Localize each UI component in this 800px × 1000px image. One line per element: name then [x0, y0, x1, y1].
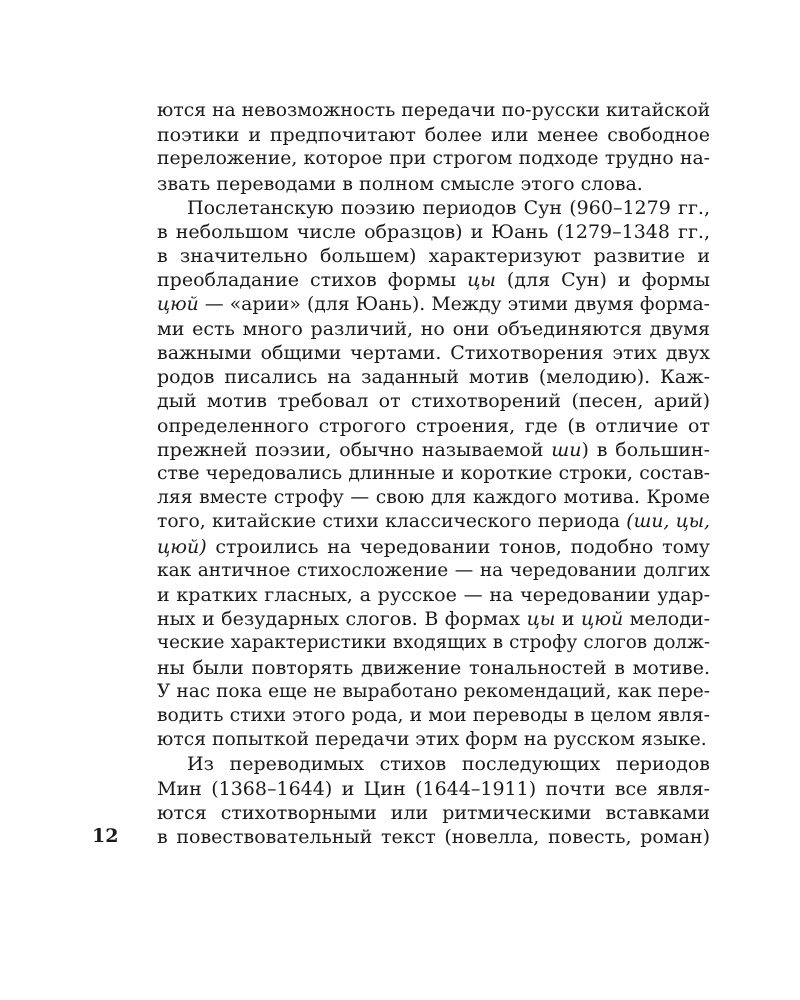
italic-term: ши	[551, 438, 582, 461]
text-line: родов писались на заданный мотив (мелодию). Каж-	[157, 366, 710, 389]
italic-term: цы	[467, 269, 496, 292]
text-line: определенного строгого строения, где (в отличие от	[157, 414, 710, 437]
text-line	[157, 607, 710, 631]
text-segment: и	[555, 608, 581, 631]
page-number: 12	[92, 825, 119, 847]
text-segment: преобладание стихов формы	[157, 269, 468, 292]
text-line: водить стихи этого рода, и мои переводы в целом явля-	[157, 705, 710, 727]
text-line: как античное стихосложение — на чередовании долгих	[157, 559, 710, 581]
text-line: дый мотив требовал от стихотворений (песен, арий)	[157, 390, 710, 413]
text-line	[157, 438, 710, 462]
italic-term: (ши, цы,	[626, 511, 711, 533]
text-line: звать переводами в полном смысле этого слова.	[157, 172, 643, 195]
text-line	[157, 510, 710, 534]
text-line: Послетанскую поэзию периодов Сун (960–1279 гг.,	[187, 196, 710, 219]
text-line: важными общими чертами. Стихотворения этих двух	[157, 342, 710, 365]
text-line: ляя вместе строфу — свою для каждого мотива. Кроме	[157, 487, 710, 509]
text-segment: прежней поэзии, обычно называемой	[157, 438, 552, 461]
text-segment: ) в большин-	[581, 438, 710, 461]
text-line: ются попыткой передачи этих форм на русском языке.	[157, 729, 707, 751]
italic-term: цы	[526, 608, 556, 631]
text-line: переложение, которое при строгом подходе трудно на-	[157, 148, 710, 170]
italic-term: цюй	[580, 608, 624, 631]
text-segment: строились на чередовании тонов, подобно тому	[206, 535, 710, 558]
text-line: в значительно большем) характеризуют развитие и	[157, 245, 710, 268]
text-line: Из переводимых стихов последующих периодов	[187, 753, 710, 776]
text-line: стве чередовались длинные и короткие строки, состав-	[157, 463, 710, 485]
text-line: поэтики и предпочитают более или менее свободное	[157, 124, 710, 147]
text-line	[157, 535, 710, 559]
text-segment: того, китайские стихи классического периода	[157, 511, 627, 533]
text-line: в небольшом числе образцов) и Юань (1279–1348 гг.,	[157, 221, 710, 244]
text-line: ми есть много различий, но они объединяются двумя	[157, 317, 710, 340]
text-line: ются на невозможность передачи по-русски китайской	[157, 100, 711, 121]
text-line	[157, 293, 710, 317]
text-line: ются стихотворными или ритмическими вставками	[157, 801, 710, 824]
body-text	[157, 99, 710, 849]
text-segment: — «арии» (для Юань). Между этими двумя форма-	[198, 293, 710, 315]
text-line	[157, 268, 710, 292]
text-line: У нас пока еще не выработано рекомендаций, как пере-	[157, 680, 710, 702]
text-line: ческие характеристики входящих в строфу слогов долж-	[157, 632, 710, 654]
text-segment: мелоди-	[623, 608, 710, 631]
italic-term: цюй	[157, 293, 199, 315]
text-line: ны были повторять движение тональностей в мотиве.	[157, 656, 710, 679]
text-segment: ных и безударных слогов. В формах	[157, 608, 527, 631]
text-segment: (для Сун) и формы	[495, 269, 710, 292]
italic-term: цюй)	[157, 535, 207, 558]
text-line: Мин (1368–1644) и Цин (1644–1911) почти все явля-	[157, 777, 710, 800]
text-line: и кратких гласных, а русское — на чередовании удар-	[157, 584, 710, 607]
text-line: в повествовательный текст (новелла, повесть, роман)	[157, 826, 710, 849]
